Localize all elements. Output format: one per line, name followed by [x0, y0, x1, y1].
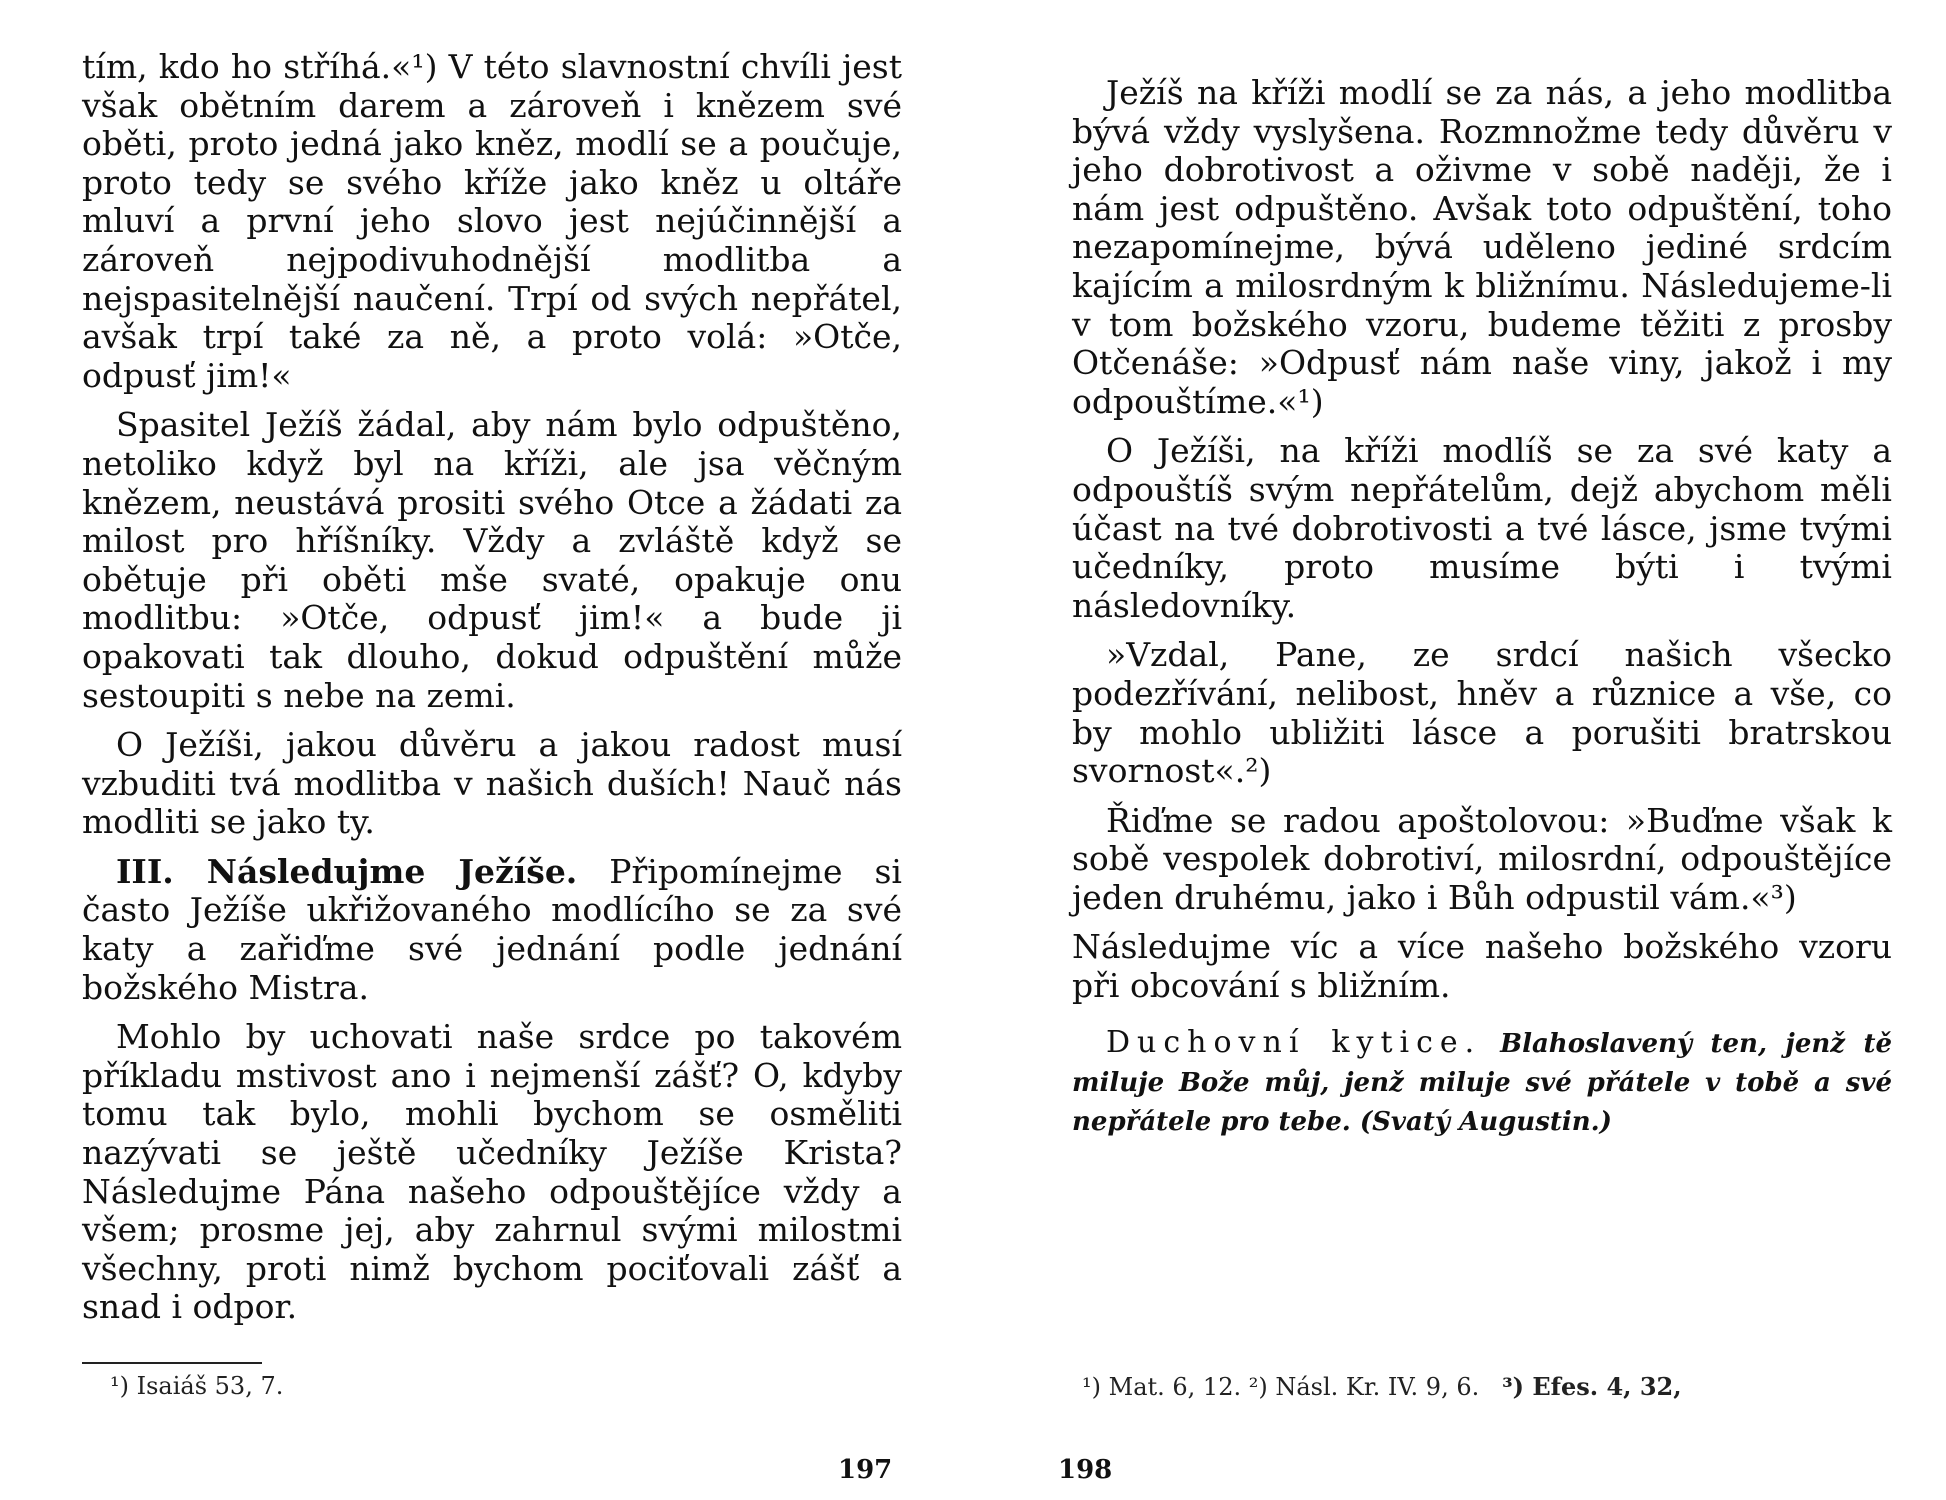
left-paragraph-1: tím, kdo ho stříhá.«¹) V této slavnostní chvíli jest však obětním darem a zároveň i knězem své oběti, proto jedná jako kněz, modlí se a poučuje, proto tedy se svého kříže jako kněz u oltáře mluví a první jeho slovo jest nejúčinnější a zároveň nejpodivuhodnější modlitba a nejspasitelnější naučení. Trpí od svých nepřátel, avšak trpí také za ně, a proto volá: »Otče, odpusť jim!«	[82, 47, 902, 395]
bouquet-label: Duchovní kytice.	[1106, 1024, 1482, 1060]
right-paragraph-2: O Ježíši, na kříži modlíš se za své katy a odpouštíš svým nepřátelům, dejž abychom měli účast na tvé dobrotivosti a tvé lásce, jsme tvými učedníky, proto musíme býti i tvými následovníky.	[1072, 431, 1892, 625]
footnote-divider	[82, 1362, 262, 1364]
left-paragraph-5: Mohlo by uchovati naše srdce po takovém příkladu mstivost ano i nejmenší zášť? O, kdyby tomu tak bylo, mohli bychom se osměliti nazývati se ještě učedníky Ježíše Krista? Následujme Pána našeho odpouštějíce vždy a všem; prosme jej, aby zahrnul svými milostmi všechny, proti nimž bychom pociťovali zášť a snad i odpor.	[82, 1017, 902, 1327]
right-paragraph-3: »Vzdal, Pane, ze srdcí našich všecko podezřívání, nelibost, hněv a různice a vše, co by mohlo ubližiti lásce a porušiti bratrskou svornost«.²)	[1072, 635, 1892, 791]
left-footnote: ¹) Isaiáš 53, 7.	[110, 1372, 284, 1400]
spiritual-bouquet	[1072, 1024, 1892, 1141]
right-paragraph-4: Řiďme se radou apoštolovou: »Buďme však k sobě vespolek dobrotiví, milosrdní, odpouštějíce jeden druhému, jako i Bůh odpustil vám.«³)	[1072, 800, 1892, 917]
right-paragraph-5: Následujme víc a více našeho božského vzoru při obcování s bližním.	[1072, 927, 1892, 1006]
left-paragraph-3: O Ježíši, jakou důvěru a jakou radost musí vzbuditi tvá modlitba v našich duších! Nauč nás modliti se jako ty.	[82, 725, 902, 842]
left-page	[82, 48, 902, 1338]
page-number-right: 198	[1058, 1455, 1113, 1485]
right-footnote-a: ¹) Mat. 6, 12. ²) Násl. Kr. IV. 9, 6.	[1082, 1373, 1480, 1401]
right-footnote	[1082, 1372, 1682, 1401]
section-heading: III. Následujme Ježíše.	[116, 851, 578, 891]
left-paragraph-4-text: Připomínejme si často Ježíše ukřižovaného modlícího se za své katy a zařiďme své jednání podle jednání božského Mistra.	[82, 851, 902, 1007]
right-page	[1072, 74, 1892, 1152]
left-paragraph-4	[82, 853, 902, 1007]
bouquet-quote: Blahoslavený ten, jenž tě miluje Bože můj, jenž miluje své přátele v tobě a své nepřátele pro tebe. (Svatý Augustin.)	[1072, 1028, 1893, 1137]
right-footnote-b: ³) Efes. 4, 32,	[1502, 1372, 1682, 1401]
page-number-left: 197	[838, 1455, 893, 1485]
left-paragraph-2: Spasitel Ježíš žádal, aby nám bylo odpuštěno, netoliko když byl na kříži, ale jsa věčným knězem, neustává prositi svého Otce a žádati za milost pro hříšníky. Vždy a zvláště když se obětuje při oběti mše svaté, opakuje onu modlitbu: »Otče, odpusť jim!« a bude ji opakovati tak dlouho, dokud odpuštění může sestoupiti s nebe na zemi.	[82, 405, 902, 715]
right-paragraph-1: Ježíš na kříži modlí se za nás, a jeho modlitba bývá vždy vyslyšena. Rozmnožme tedy důvěru v jeho dobrotivost a oživme v sobě naději, že i nám jest odpuštěno. Avšak toto odpuštění, toho nezapomínejme, bývá uděleno jediné srdcím kajícím a milosrdným k bližnímu. Následujeme-li v tom božského vzoru, budeme těžiti z prosby Otčenáše: »Odpusť nám naše viny, jakož i my odpouštíme.«¹)	[1072, 73, 1892, 421]
